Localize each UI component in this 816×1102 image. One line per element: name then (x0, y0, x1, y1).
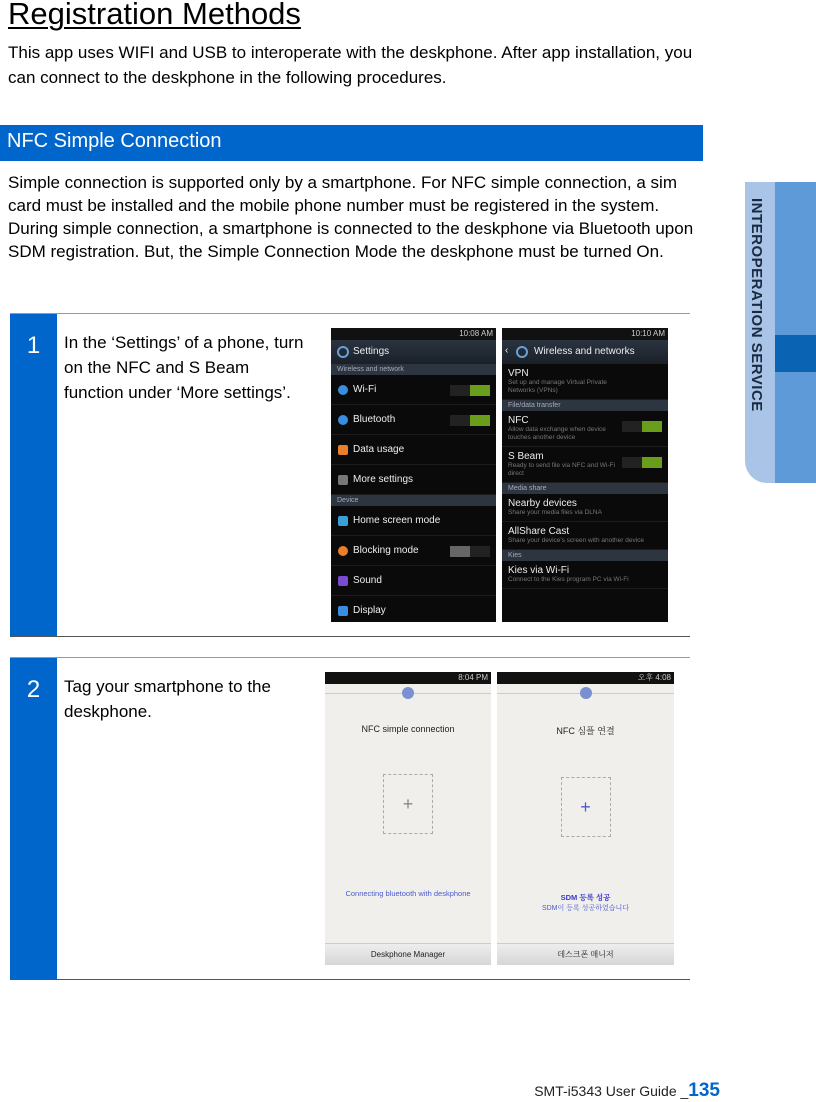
app-footer: Deskphone Manager (325, 943, 491, 965)
step-number: 2 (10, 658, 57, 979)
wifi-icon (338, 385, 348, 395)
app-footer: 데스크폰 매니저 (497, 943, 674, 965)
status-message: Connecting bluetooth with deskphone (345, 889, 471, 898)
settings-screenshot (331, 328, 496, 622)
progress-check-icon (325, 684, 491, 704)
screen-title: Wireless and networks (534, 346, 635, 357)
step-text: In the ‘Settings’ of a phone, turn on the NFC and S Beam function under ‘More settings’. (64, 333, 304, 402)
screen-title: NFC 심플 연결 (556, 726, 615, 736)
guide-name: SMT-i5343 User Guide _ (534, 1083, 689, 1099)
page-title: Registration Methods (8, 0, 301, 31)
nfc-connecting-screenshot (325, 672, 491, 965)
step-text: Tag your smartphone to the deskphone. (64, 677, 271, 721)
gear-icon (337, 346, 349, 358)
intro-text: This app uses WIFI and USB to interoperate with the deskphone. After app installation, you can connect to the deskphone in the following procedures. (8, 43, 693, 87)
toggle-on (622, 421, 662, 432)
section-paragraph: Simple connection is supported only by a smartphone. For NFC simple connection, a sim card must be installed and the mobile phone number must be registered in the system. During simple connection, a smartphone is connected to the deskphone via Bluetooth upon SDM registration. But, the Simple Connection Mode the deskphone must be turned On. (8, 173, 694, 261)
toggle-on (450, 385, 490, 396)
toggle-on (450, 415, 490, 426)
bluetooth-item: Bluetooth (331, 405, 496, 435)
nfc-tag-icon: + (383, 774, 433, 834)
nfc-tag-icon: + (561, 777, 611, 837)
page-number: 135 (688, 1080, 720, 1101)
status-time: 8:04 PM (325, 672, 491, 684)
back-icon: ‹ (505, 345, 509, 356)
data-usage-item: Data usage (331, 435, 496, 465)
side-tab-label: INTEROPERATION SERVICE (748, 198, 765, 412)
page-footer (534, 1080, 720, 1102)
toggle-on (622, 457, 662, 468)
home-icon (338, 516, 348, 526)
section-heading: NFC Simple Connection (0, 125, 703, 161)
success-detail: SDM이 등록 성공하였습니다 (541, 905, 630, 912)
bluetooth-icon (338, 415, 348, 425)
status-time: 오후 4:08 (497, 672, 674, 684)
status-time: 10:10 AM (502, 328, 668, 340)
progress-check-icon (497, 684, 674, 704)
display-icon (338, 606, 348, 616)
nfc-success-screenshot (497, 672, 674, 965)
sound-item: Sound (331, 566, 496, 596)
status-time: 10:08 AM (331, 328, 496, 340)
success-message: SDM 등록 성공 (560, 893, 611, 902)
gear-icon (516, 346, 528, 358)
more-settings-item: More settings (331, 465, 496, 495)
sound-icon (338, 576, 348, 586)
wireless-networks-screenshot: 10:10 AM ‹ Wireless and networks VPN Set up and manage Virtual Private Networks (VPNs) File/data transfer NFC Allow data exchange when device touches another device S Beam Ready to send file via NFC and Wi-Fi direct Media share Nearby devices Share your media files via DLNA AllShare Cast Share your device's screen with another device Kies Kies via Wi-Fi Connect to the Kies program PC via Wi-Fi (502, 328, 668, 622)
blocking-icon (338, 546, 348, 556)
wifi-item: Wi-Fi (331, 375, 496, 405)
screen-title: Settings (353, 346, 390, 357)
screen-title: NFC simple connection (361, 724, 455, 734)
sbeam-item: S Beam Ready to send file via NFC and Wi-Fi direct (502, 447, 668, 483)
more-icon (338, 475, 348, 485)
section-label: Device (331, 495, 496, 506)
nfc-item: NFC Allow data exchange when device touches another device (502, 411, 668, 447)
blocking-mode-item: Blocking mode (331, 536, 496, 566)
step-number: 1 (10, 314, 57, 636)
home-screen-item: Home screen mode (331, 506, 496, 536)
display-item: Display (331, 596, 496, 622)
data-usage-icon (338, 445, 348, 455)
section-label: Wireless and network (331, 364, 496, 375)
toggle-off (450, 546, 490, 557)
side-chapter-tab (745, 182, 816, 483)
